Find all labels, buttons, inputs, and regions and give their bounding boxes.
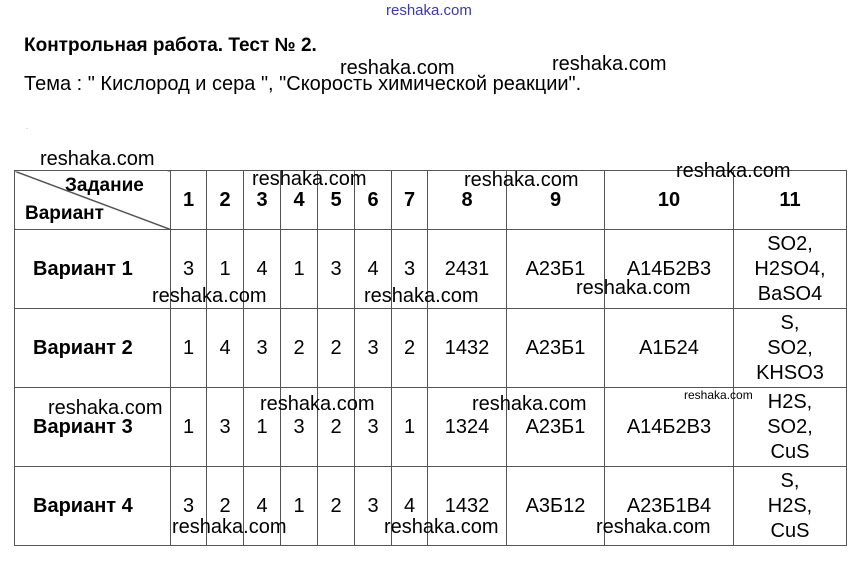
answer-cell: А3Б12 — [507, 467, 605, 546]
substance: H2S, — [767, 494, 813, 517]
answer-cell: А23Б1 — [507, 230, 605, 309]
answer-cell: 2 — [392, 309, 428, 388]
answer-cell: 3 — [355, 309, 392, 388]
answer-cell: 1 — [281, 467, 318, 546]
answer-cell: 3 — [171, 230, 207, 309]
watermark-top: reshaka.com — [386, 2, 472, 19]
watermark: reshaka.com — [364, 285, 479, 307]
answer-cell: 3 — [171, 467, 207, 546]
answer-cell: 3 — [207, 388, 244, 467]
substance: S, — [780, 469, 800, 492]
watermark: reshaka.com — [260, 393, 375, 415]
substance: CuS — [770, 519, 810, 542]
answer-cell: 3 — [244, 309, 281, 388]
answer-cell: 2 — [281, 309, 318, 388]
answer-cell: А23Б1 — [507, 388, 605, 467]
answer-cell: 4 — [244, 467, 281, 546]
table-row — [15, 309, 847, 388]
column-header: 6 — [355, 171, 392, 230]
variant-label: Вариант 2 — [15, 309, 171, 388]
answer-cell: 2431 — [428, 230, 507, 309]
answer-cell: 4 — [355, 230, 392, 309]
column-header: 9 — [507, 171, 605, 230]
substance: H2S, — [767, 390, 813, 413]
substance: H2SO4, — [754, 257, 826, 280]
watermark: reshaka.com — [252, 168, 367, 190]
substance: SO2, — [767, 232, 813, 255]
watermark: reshaka.com — [40, 148, 155, 170]
answer-cell: 1 — [171, 309, 207, 388]
substance: BaSO4 — [757, 282, 823, 305]
column-header: 8 — [428, 171, 507, 230]
column-header: 1 — [171, 171, 207, 230]
answer-cell: 2 — [318, 388, 355, 467]
answer-cell: 3 — [355, 467, 392, 546]
column-header: 3 — [244, 171, 281, 230]
answer-cell: 4 — [244, 230, 281, 309]
column-header: 7 — [392, 171, 428, 230]
answer-cell: 1 — [281, 230, 318, 309]
answer-cell: А23Б1 — [507, 309, 605, 388]
answer-cell: 4 — [392, 467, 428, 546]
answer-cell: 2 — [318, 309, 355, 388]
variant-label: Вариант 3 — [15, 388, 171, 467]
column-header: 10 — [605, 171, 734, 230]
answer-cell: 3 — [355, 388, 392, 467]
answer-cell: 1 — [207, 230, 244, 309]
watermark: reshaka.com — [676, 160, 791, 182]
answers-table — [14, 170, 847, 546]
substance: SO2, — [767, 415, 813, 438]
watermark: reshaka.com — [464, 169, 579, 191]
answer-cell: 1 — [244, 388, 281, 467]
page-title: Контрольная работа. Тест № 2. — [24, 35, 317, 56]
header-variant-label: Вариант — [25, 203, 104, 224]
answer-cell-substances — [734, 230, 847, 309]
watermark: reshaka.com — [340, 57, 455, 79]
answer-cell: 1432 — [428, 467, 507, 546]
answer-cell: 1324 — [428, 388, 507, 467]
answer-cell: А14Б2В3 — [605, 388, 734, 467]
watermark: reshaka.com — [472, 393, 587, 415]
topic-line: Тема : " Кислород и сера ", "Скорость химической реакции". — [24, 73, 582, 95]
answer-cell: 1 — [171, 388, 207, 467]
answer-cell: А23Б1В4 — [605, 467, 734, 546]
substance: CuS — [770, 440, 810, 463]
answer-cell: 1432 — [428, 309, 507, 388]
watermark: reshaka.com — [552, 53, 667, 75]
corner-header-cell — [15, 171, 171, 230]
column-header: 2 — [207, 171, 244, 230]
answer-cell: 3 — [392, 230, 428, 309]
watermark: reshaka.com — [152, 285, 267, 307]
watermark: reshaka.com — [172, 516, 287, 538]
substance: S, — [780, 311, 800, 334]
substance: KHSO3 — [756, 361, 824, 384]
answer-cell-substances — [734, 309, 847, 388]
stray-mark: . — [26, 122, 29, 131]
header-task-label: Задание — [65, 175, 144, 196]
watermark: reshaka.com — [576, 277, 691, 299]
watermark: reshaka.com — [596, 516, 711, 538]
watermark: reshaka.com — [684, 388, 753, 402]
answer-cell: 2 — [207, 467, 244, 546]
variant-label: Вариант 4 — [15, 467, 171, 546]
answer-cell: 3 — [281, 388, 318, 467]
answer-cell: А14Б2В3 — [605, 230, 734, 309]
watermark: reshaka.com — [48, 397, 163, 419]
answer-cell: 2 — [318, 467, 355, 546]
column-header: 4 — [281, 171, 318, 230]
column-header: 11 — [734, 171, 847, 230]
watermark: reshaka.com — [384, 516, 499, 538]
answer-cell: А1Б24 — [605, 309, 734, 388]
variant-label: Вариант 1 — [15, 230, 171, 309]
answer-cell: 3 — [318, 230, 355, 309]
answer-cell: 4 — [207, 309, 244, 388]
answer-cell-substances — [734, 467, 847, 546]
answer-cell: 1 — [392, 388, 428, 467]
column-header: 5 — [318, 171, 355, 230]
substance: SO2, — [767, 336, 813, 359]
